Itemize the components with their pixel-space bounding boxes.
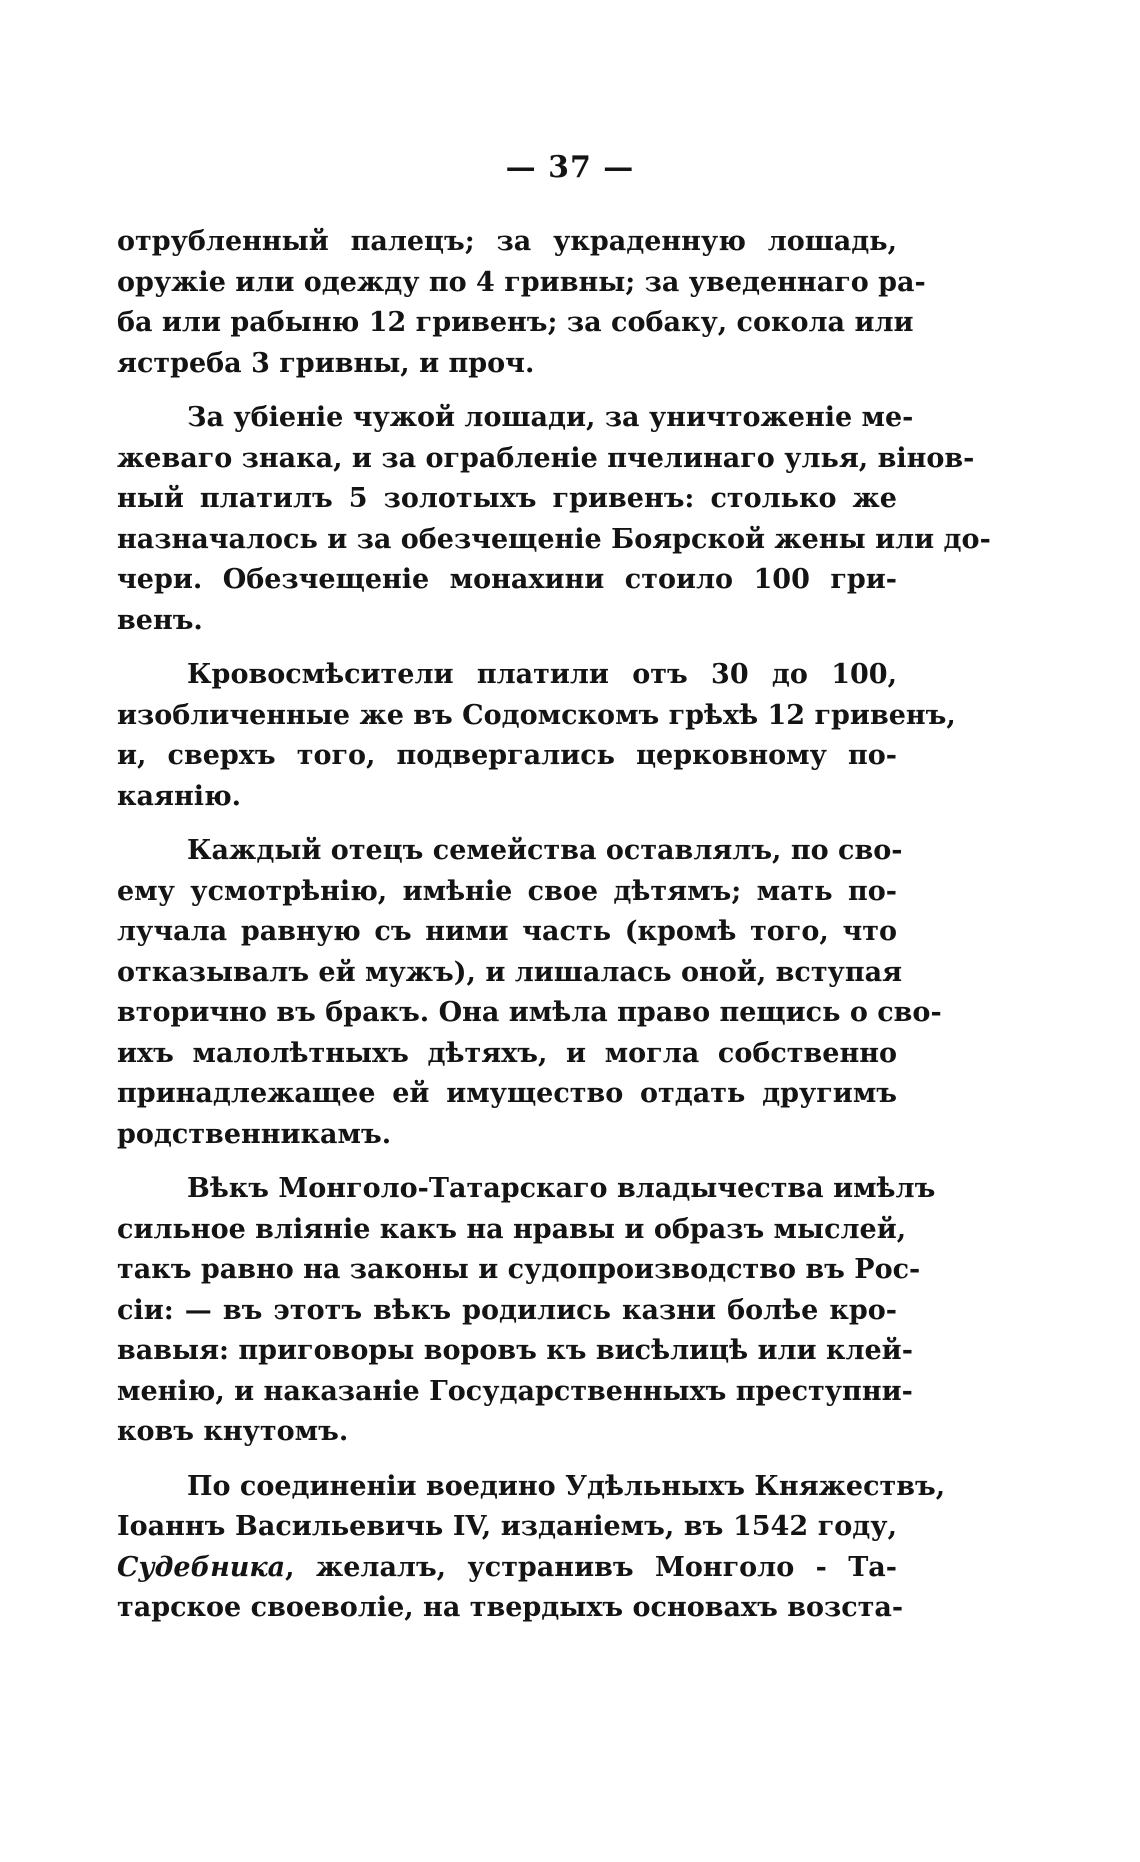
text-line: отрубленный палецъ; за украденную лошадь, — [117, 226, 897, 257]
text-line: оружіе или одежду по 4 гривны; за уведеннаго ра- — [117, 266, 926, 298]
page-number: — 37 — — [505, 150, 635, 185]
text-line: ему усмотрѣнію, имѣніе свое дѣтямъ; мать по- — [117, 875, 897, 907]
paragraph — [117, 1169, 936, 1453]
paragraph — [117, 1467, 946, 1629]
text-line: По соединеніи воедино Удѣльныхъ Княжествъ, — [187, 1470, 946, 1502]
text-line: принадлежащее ей имущество отдать другимъ — [117, 1078, 897, 1109]
text-line: лучала равную съ ними часть (кромѣ того, что — [117, 916, 897, 947]
text-line: За убіеніе чужой лошади, за уничтоженіе ме- — [187, 402, 914, 433]
text-line: Іоаннъ Васильевичь IV, изданіемъ, въ 1542 году, — [117, 1511, 897, 1542]
text-line: такъ равно на законы и судопроизводство въ Рос- — [117, 1254, 921, 1285]
text-line: сильное вліяніе какъ на нравы и образъ мыслей, — [117, 1213, 907, 1245]
italic-title: Судебника — [117, 1551, 286, 1583]
text-line: менію, и наказаніе Государственныхъ преступни- — [117, 1375, 913, 1407]
body-text — [117, 222, 991, 1643]
paragraph — [117, 831, 942, 1155]
text-line: назначалось и за обезчещеніе Боярской жены или до- — [117, 523, 991, 555]
text-line: тарское своеволіе, на твердыхъ основахъ возста- — [117, 1592, 904, 1623]
text-line: и, сверхъ того, подвергались церковному по- — [117, 740, 897, 771]
text-line: сіи: — въ этотъ вѣкъ родились казни болѣе кро- — [117, 1294, 897, 1326]
paragraph — [117, 655, 956, 817]
text-line: ный платилъ 5 золотыхъ гривенъ: столько же — [117, 483, 897, 514]
text-line: чери. Обезчещеніе монахини стоило 100 гри- — [117, 564, 897, 595]
text-line: каянію. — [117, 780, 242, 812]
text-line: ковъ кнутомъ. — [117, 1416, 349, 1447]
text-line: ястреба 3 гривны, и проч. — [117, 347, 535, 379]
text-line: вавыя: приговоры воровъ къ висѣлицѣ или клей- — [117, 1335, 913, 1366]
text-line: изобличенные же въ Содомскомъ грѣхѣ 12 гривенъ, — [117, 699, 956, 731]
text-line: Вѣкъ Монголо-Татарскаго владычества имѣлъ — [187, 1173, 936, 1204]
text-line: ба или рабыню 12 гривенъ; за собаку, сокола или — [117, 307, 914, 338]
text-line: вторично въ бракъ. Она имѣла право пещись о сво- — [117, 997, 942, 1028]
text-line: ихъ малолѣтныхъ дѣтяхъ, и могла собственно — [117, 1037, 897, 1069]
text-line: Судебника, желалъ, устранивъ Монголо - Та- — [117, 1551, 897, 1583]
text-line: жеваго знака, и за ограбленіе пчелинаго улья, вінов- — [117, 442, 975, 474]
text-line: родственникамъ. — [117, 1118, 392, 1150]
paragraph — [117, 398, 991, 641]
text-line: Каждый отецъ семейства оставлялъ, по сво- — [187, 835, 903, 866]
text-line: венъ. — [117, 604, 203, 636]
text-line: Кровосмѣсители платили отъ 30 до 100, — [187, 659, 897, 690]
text-line: отказывалъ ей мужъ), и лишалась оной, вступая — [117, 956, 903, 988]
paragraph — [117, 222, 926, 384]
